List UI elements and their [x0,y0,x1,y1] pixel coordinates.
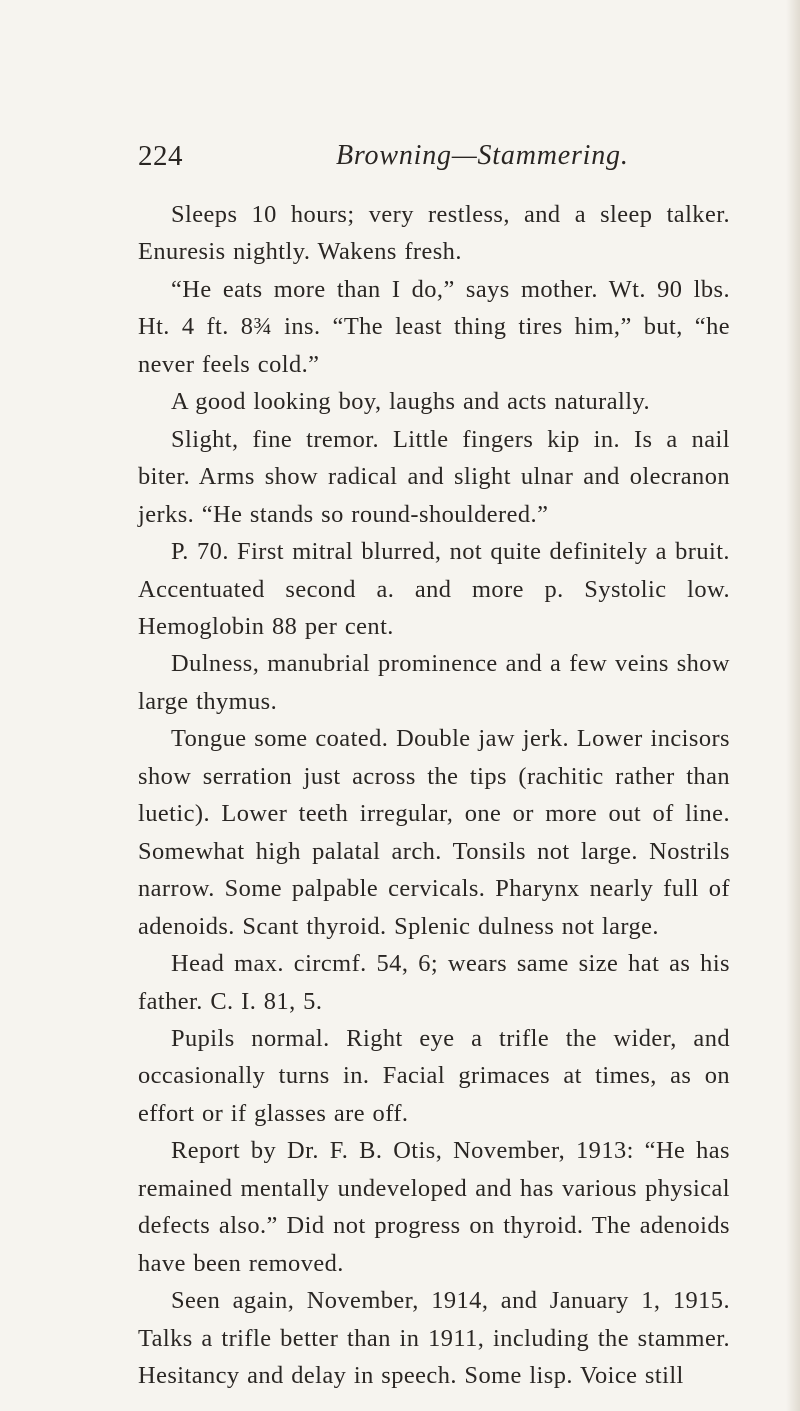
running-head: Browning—Stammering. [336,140,629,171]
paragraph-measurements: “He eats more than I do,” says mother. Wt. 90 lbs. Ht. 4 ft. 8¾ ins. “The least thing tires him,” but, “he never feels cold.” [138,275,730,378]
paragraph-pupils: Pupils normal. Right eye a trifle the wider, and occasionally turns in. Facial grimaces at times, as on effort or if glasses are off. [138,1024,730,1127]
page-number: 224 [138,140,183,172]
page-edge-shadow [786,0,800,1411]
paragraph-thymus: Dulness, manubrial prominence and a few veins show large thymus. [138,650,730,715]
paragraph-head: Head max. circmf. 54, 6; wears same size hat as his father. C. I. 81, 5. [138,950,730,1015]
paragraph-report: Report by Dr. F. B. Otis, November, 1913: “He has remained mentally undeveloped and has various physical defects also.” Did not progress on thyroid. The adenoids have been removed. [138,1137,730,1277]
paragraph-heart: P. 70. First mitral blurred, not quite definitely a bruit. Accentuated second a. and more p. Systolic low. Hemoglobin 88 per cent. [138,538,730,640]
paragraph-sleep: Sleeps 10 hours; very restless, and a sleep talker. Enuresis nightly. Wakens fresh. [138,201,730,266]
paragraph-mouth: Tongue some coated. Double jaw jerk. Lower incisors show serration just across the tips (rachitic rather than luetic). Lower teeth irregular, one or more out of line. Somewhat high palatal arch. Tonsils not large. Nostrils narrow. Some palpable cervicals. Pharynx nearly full of adenoids. Scant thyroid. Splenic dulness not large. [138,725,730,940]
page-header [138,136,738,176]
body-text [138,196,730,1395]
paragraph-appearance: A good looking boy, laughs and acts naturally. [171,388,651,416]
paragraph-tremor: Slight, fine tremor. Little fingers kip in. Is a nail biter. Arms show radical and slight ulnar and olecranon jerks. “He stands so round-shouldered.” [138,425,730,528]
paragraph-seen-again: Seen again, November, 1914, and January 1, 1915. Talks a trifle better than in 1911, including the stammer. Hesitancy and delay in speech. Some lisp. Voice still [138,1287,730,1390]
